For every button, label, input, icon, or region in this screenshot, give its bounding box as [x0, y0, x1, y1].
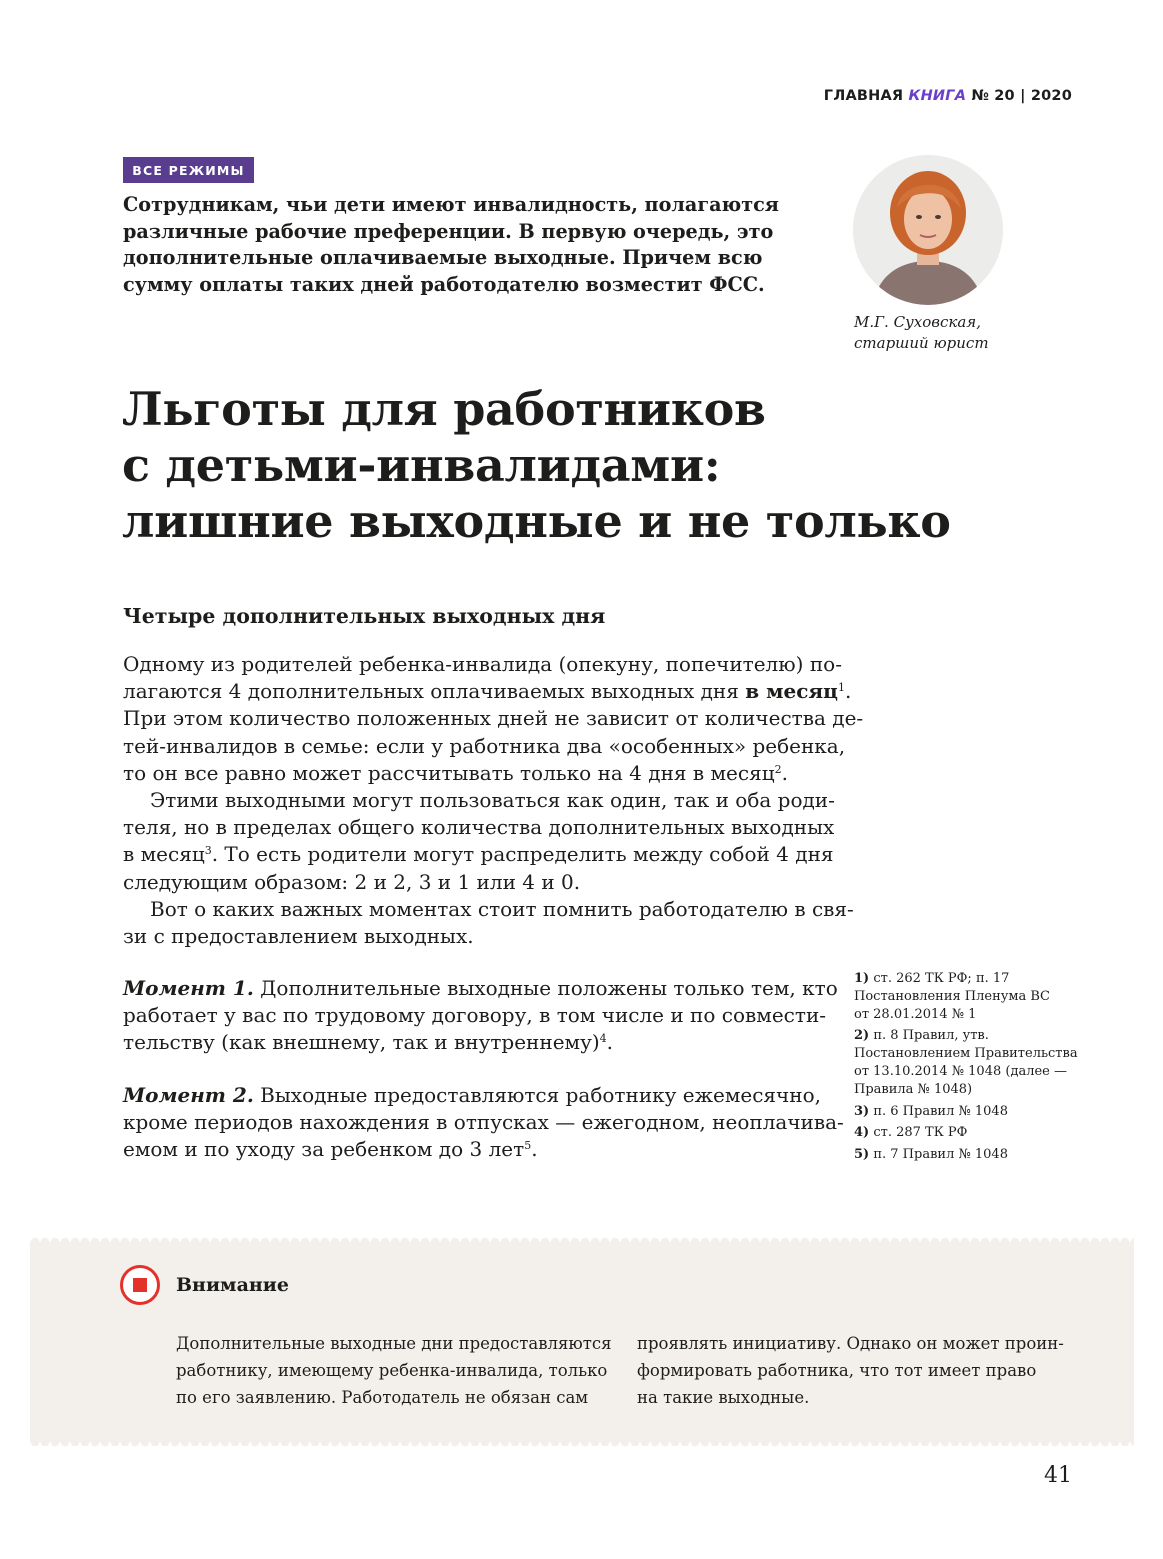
- note-line: Дополнительные выходные дни предоставляются: [176, 1334, 612, 1353]
- lead-line: сумму оплаты таких дней работодателю возместит ФСС.: [123, 272, 765, 296]
- category-tag: ВСЕ РЕЖИМЫ: [123, 157, 254, 183]
- footnote-ref: 1: [837, 681, 845, 695]
- footnote-ref: 3: [204, 844, 212, 858]
- body-line: При этом количество положенных дней не зависит от количества де-: [123, 706, 864, 731]
- footnote-ref: 4: [599, 1032, 607, 1046]
- attention-title: Внимание: [176, 1274, 289, 1296]
- body-line: следующим образом: 2 и 2, 3 и 1 или 4 и 0.: [123, 869, 581, 894]
- lead-line: дополнительные оплачиваемые выходные. Причем всю: [123, 246, 763, 269]
- header-issue: № 20 | 2020: [966, 88, 1072, 104]
- footnote-item: 1) ст. 262 ТК РФ; п. 17 Постановления Пленума ВС от 28.01.2014 № 1: [854, 971, 1050, 1022]
- body-line: Момент 1. Дополнительные выходные положены только тем, кто: [123, 976, 838, 1000]
- footnote-ref: 5: [524, 1139, 532, 1153]
- body-line: Этими выходными могут пользоваться как один, так и оба роди-: [150, 787, 835, 812]
- moment-2: [123, 1082, 844, 1164]
- body-line: кроме периодов нахождения в отпусках — ежегодном, неоплачива-: [123, 1110, 844, 1135]
- author-caption: [854, 312, 989, 354]
- body-line: тей-инвалидов в семье: если у работника два «особенных» ребенка,: [123, 733, 846, 758]
- footnote-ref: 2: [774, 762, 782, 776]
- lead-line: различные рабочие преференции. В первую очередь, это: [123, 219, 774, 243]
- footnote-item: 5) п. 7 Правил № 1048: [854, 1147, 1008, 1163]
- footnote-number: 5): [854, 1147, 870, 1163]
- lead-paragraph: [123, 192, 803, 298]
- attention-text-col-2: [637, 1330, 1077, 1411]
- footnote-item: 2) п. 8 Правил, утв. Постановлением Правительства от 13.10.2014 № 1048 (далее — Правила № 1048): [854, 1028, 1078, 1097]
- body-line: Вот о каких важных моментах стоит помнить работодателю в свя-: [150, 896, 854, 921]
- article-title: [122, 381, 1022, 549]
- body-line: зи с предоставлением выходных.: [123, 923, 474, 948]
- moment-label: Момент 2.: [123, 1083, 254, 1107]
- body-text: [123, 651, 864, 950]
- body-line: то он все равно может рассчитывать только на 4 дня в месяц$^2$.: [123, 760, 788, 785]
- emphasis-text: в месяц: [745, 679, 838, 704]
- warning-stop-icon: [120, 1265, 160, 1305]
- title-line: Льготы для работников: [122, 382, 766, 436]
- title-line: лишние выходные и не только: [122, 494, 951, 548]
- note-line: на такие выходные.: [637, 1388, 810, 1407]
- body-line: Момент 2. Выходные предоставляются работнику ежемесячно,: [123, 1083, 821, 1107]
- author-name: М.Г. Суховская,: [854, 313, 981, 331]
- footnote-number: 3): [854, 1103, 870, 1119]
- body-line: теля, но в пределах общего количества дополнительных выходных: [123, 815, 835, 840]
- body-line: лагаются 4 дополнительных оплачиваемых выходных дня в месяц$^1$.: [123, 679, 852, 704]
- footnote-number: 1): [854, 971, 870, 986]
- note-line: работнику, имеющему ребенка-инвалида, только: [176, 1361, 608, 1380]
- body-line: работает у вас по трудовому договору, в том числе и по совмести-: [123, 1003, 827, 1028]
- footnote-number: 2): [854, 1028, 870, 1044]
- lead-line: Сотрудникам, чьи дети имеют инвалидность, полагаются: [123, 193, 779, 216]
- title-line: с детьми-инвалидами:: [122, 438, 721, 492]
- note-line: формировать работника, что тот имеет право: [637, 1361, 1037, 1380]
- body-line: тельству (как внешнему, так и внутреннему)$^4$.: [123, 1030, 614, 1055]
- section-heading: Четыре дополнительных выходных дня: [123, 604, 606, 628]
- page-number: 41: [1044, 1463, 1072, 1488]
- header-brand-accent: КНИГА: [908, 88, 967, 104]
- author-portrait-icon: [853, 155, 1003, 305]
- note-line: проявлять инициативу. Однако он может проин-: [637, 1334, 1064, 1353]
- author-avatar: [853, 155, 1003, 305]
- note-line: по его заявлению. Работодатель не обязан сам: [176, 1388, 589, 1407]
- footnote-item: 4) ст. 287 ТК РФ: [854, 1125, 968, 1141]
- footnote-item: 3) п. 6 Правил № 1048: [854, 1103, 1008, 1119]
- moment-label: Момент 1.: [123, 976, 254, 1000]
- moment-1: [123, 975, 838, 1057]
- attention-text-col-1: [176, 1330, 616, 1411]
- author-role: старший юрист: [854, 334, 989, 352]
- body-line: емом и по уходу за ребенком до 3 лет$^5$.: [123, 1137, 538, 1162]
- body-line: в месяц$^3$. То есть родители могут распределить между собой 4 дня: [123, 842, 834, 867]
- footnote-number: 4): [854, 1125, 870, 1141]
- magazine-header: [824, 88, 1072, 104]
- footnotes: [854, 970, 1084, 1168]
- header-brand: ГЛАВНАЯ: [823, 88, 909, 104]
- body-line: Одному из родителей ребенка-инвалида (опекуну, попечителю) по-: [123, 652, 842, 676]
